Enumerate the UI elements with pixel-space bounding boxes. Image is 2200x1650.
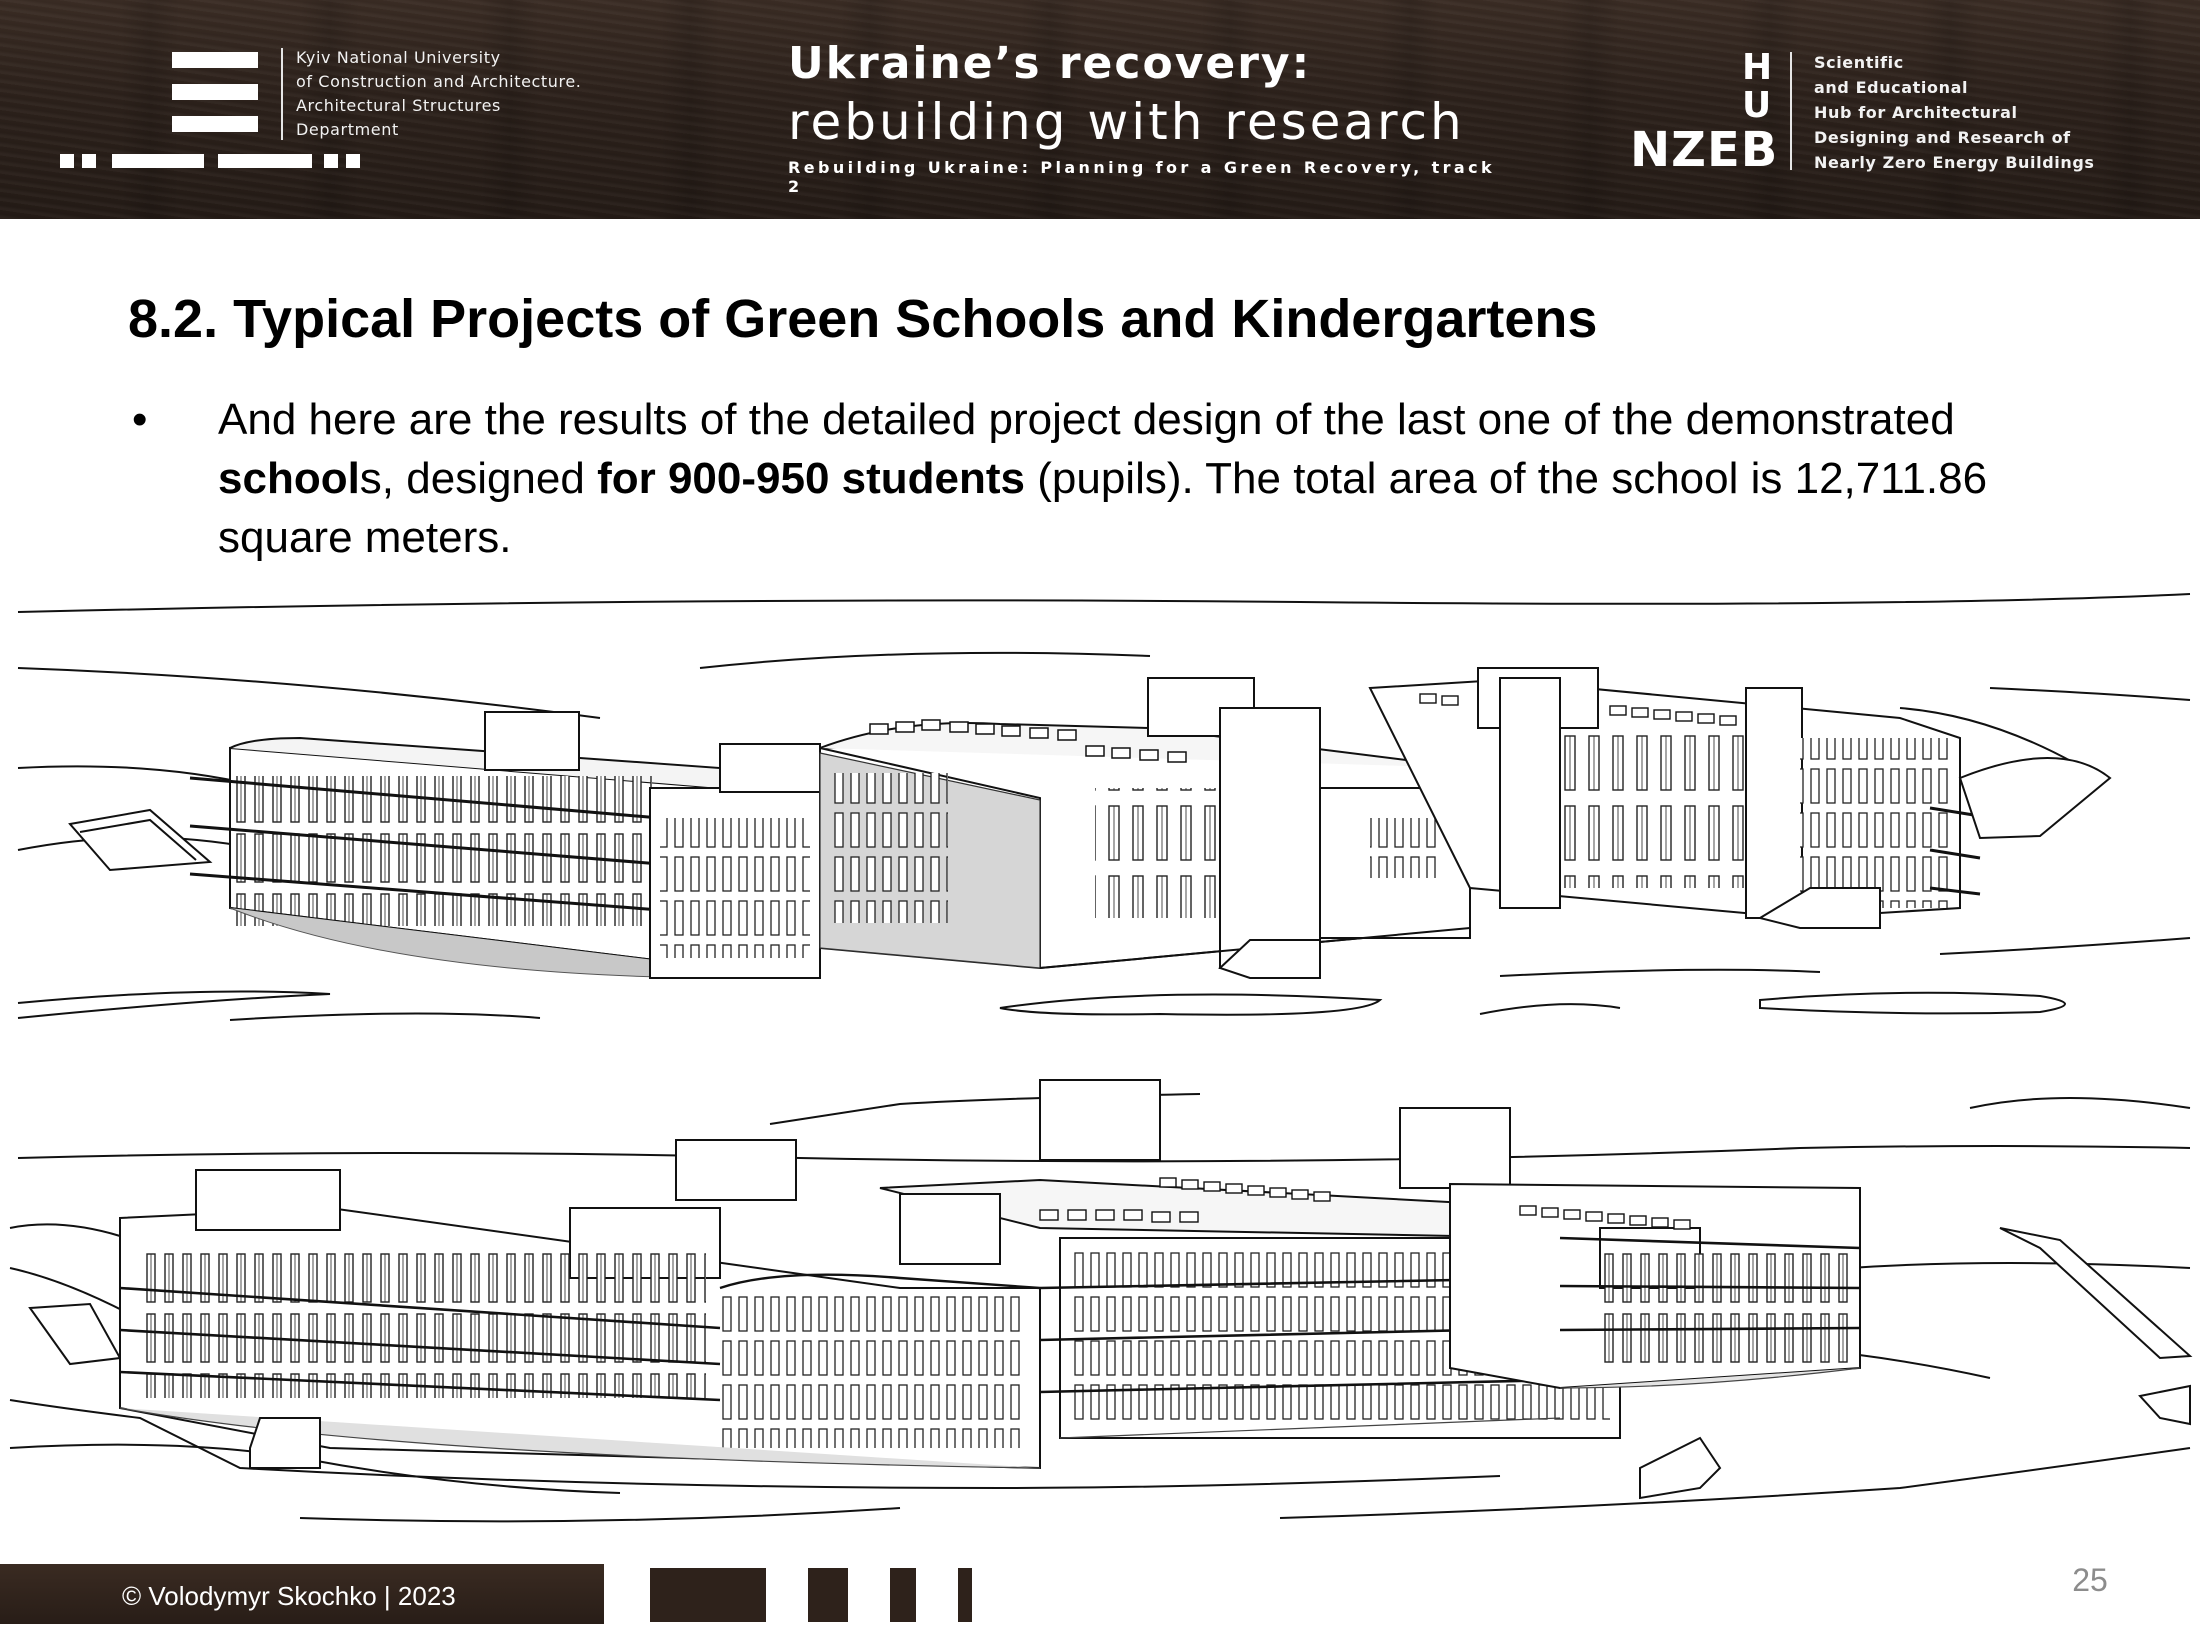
bullet-text-part: s, designed: [359, 454, 598, 503]
university-line: Kyiv National University: [296, 48, 501, 67]
conference-title: [788, 34, 1508, 196]
hub-description: [1814, 50, 2174, 175]
bullet-text-part: And here are the results of the detailed project design of the last one of the demonstrated: [218, 395, 1955, 444]
title-main: Ukraine’s recovery:: [788, 38, 1312, 89]
header-banner: [0, 0, 2200, 219]
slide-heading: 8.2. Typical Projects of Green Schools and Kindergartens: [128, 289, 1598, 349]
footer-copyright: © Volodymyr Skochko | 2023: [122, 1581, 456, 1611]
bullet-symbol: •: [132, 395, 148, 444]
hub-line: and Educational: [1814, 78, 1969, 97]
school-perspective-drawing: [0, 588, 2200, 1548]
university-line: Architectural Structures: [296, 96, 501, 115]
title-track: Rebuilding Ukraine: Planning for a Green Recovery, track 2: [788, 158, 1496, 196]
university-name: [296, 46, 616, 142]
bullet-bold-school: school: [218, 454, 360, 503]
hub-logo-h: H: [1742, 47, 1773, 88]
title-subtitle: rebuilding with research: [788, 93, 1465, 151]
page-number: 25: [2072, 1562, 2108, 1598]
university-line: Department: [296, 120, 399, 139]
university-line: of Construction and Architecture.: [296, 72, 582, 91]
hub-line: Hub for Architectural: [1814, 103, 2018, 122]
footer-decor-block: [650, 1568, 766, 1622]
hub-line: Designing and Research of: [1814, 128, 2071, 147]
hub-logo-u: U: [1742, 85, 1772, 126]
hub-nzeb-logo: [1630, 47, 1780, 180]
bullet-bold-students: for 900-950 students: [597, 454, 1026, 503]
hub-line: Scientific: [1814, 53, 1904, 72]
bullet-text: [218, 390, 2118, 567]
hub-divider: [1790, 52, 1792, 170]
footer-decor-block: [958, 1568, 972, 1622]
bullet-text-part: (pupils). The total area of the school is 12,711.86 square meters.: [218, 454, 1988, 562]
hub-line: Nearly Zero Energy Buildings: [1814, 153, 2095, 172]
logo-divider: [281, 48, 283, 140]
hub-logo-nzeb: NZEB: [1630, 122, 1779, 178]
footer-decor-block: [890, 1568, 916, 1622]
footer-decor-block: [808, 1568, 848, 1622]
